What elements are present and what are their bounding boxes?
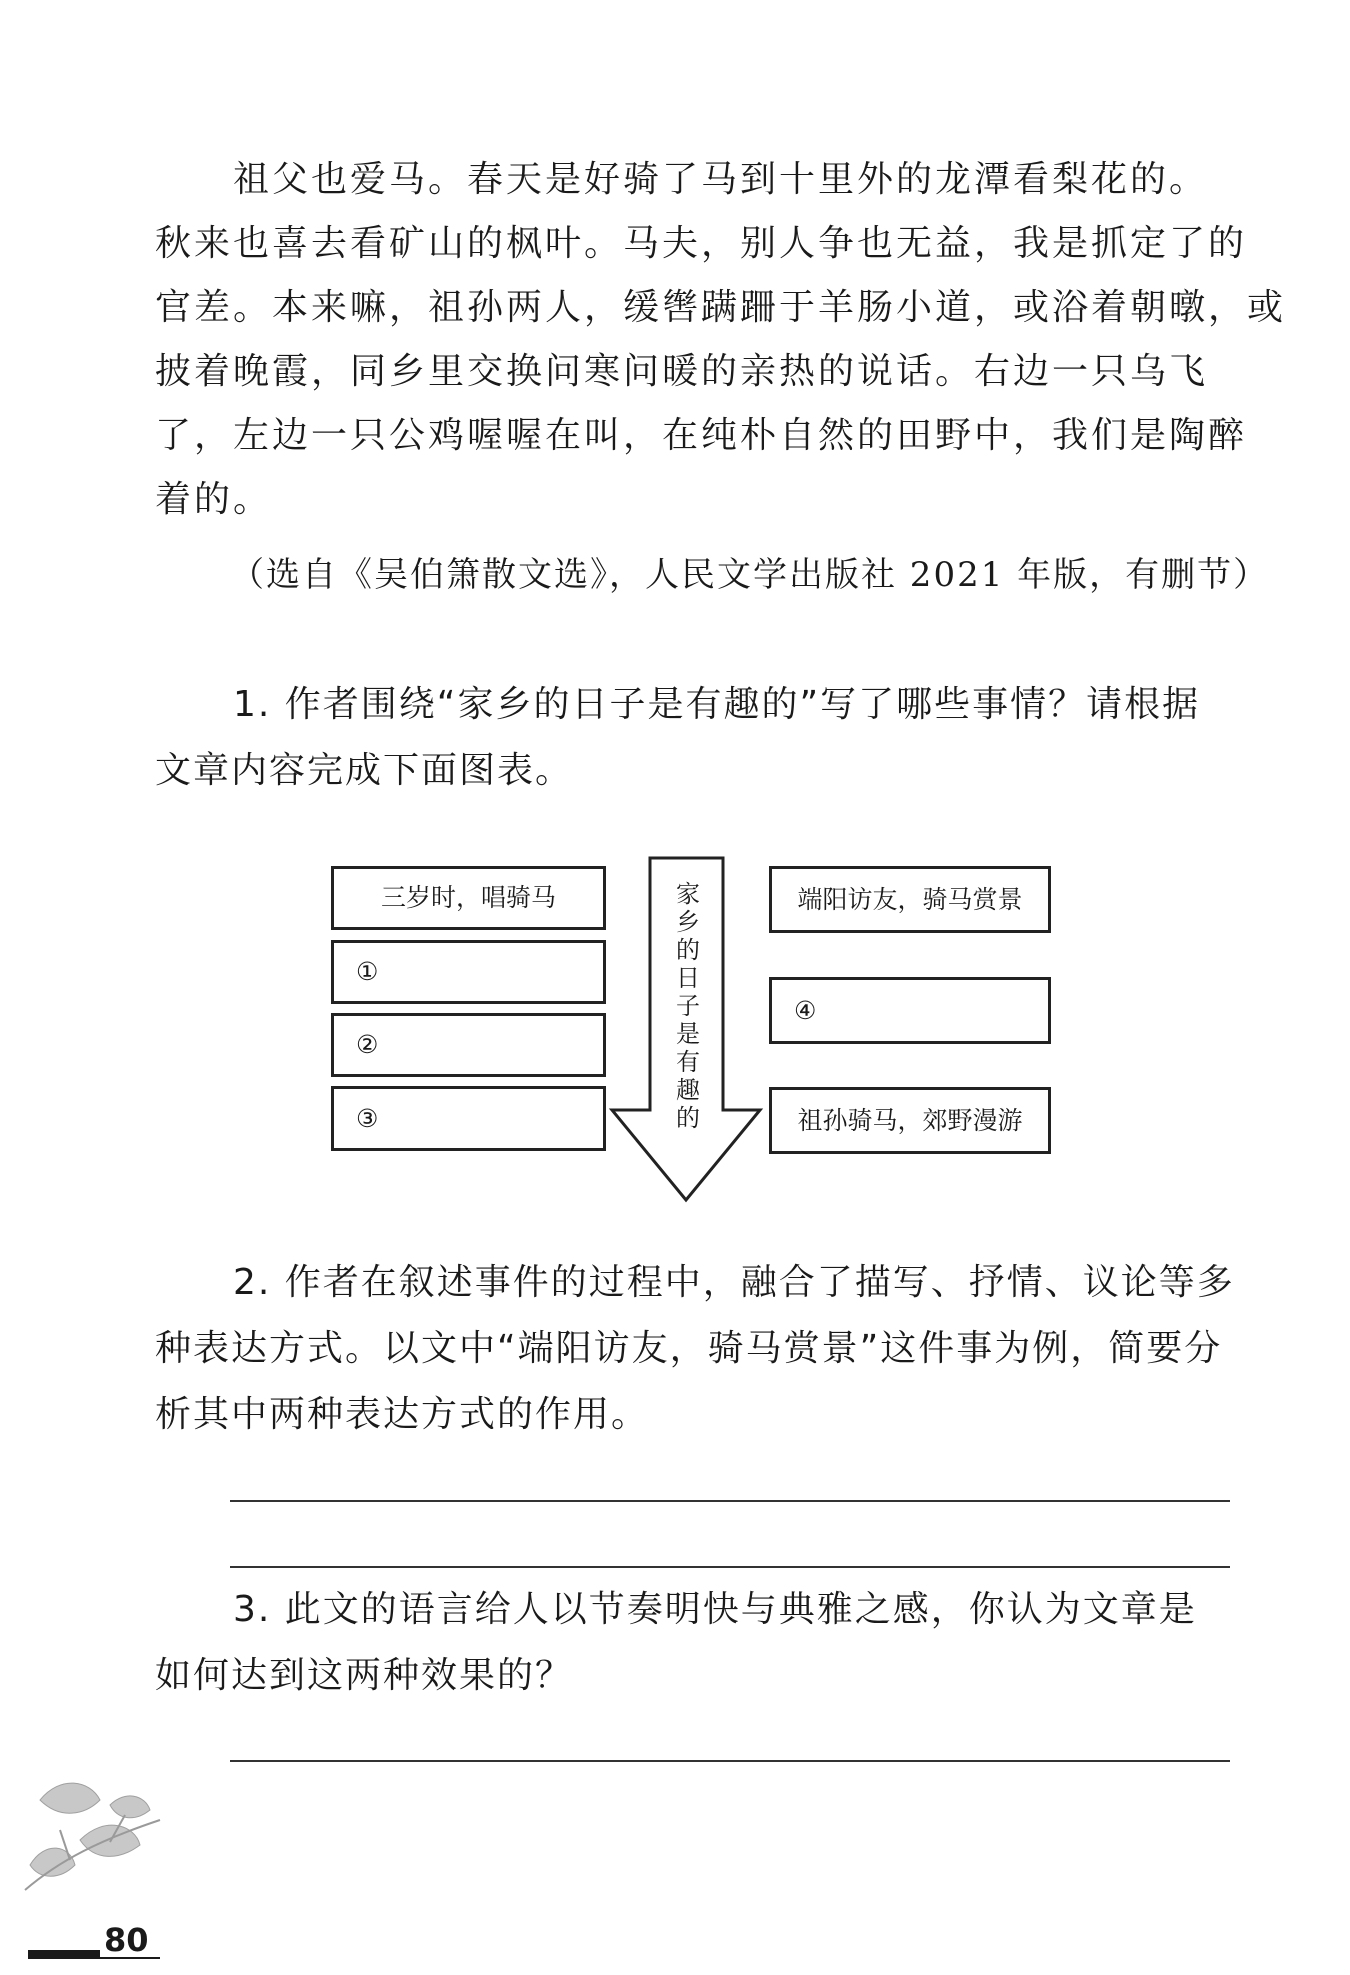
passage-line: 着的。 xyxy=(155,479,273,520)
left-box-blank-2[interactable]: ② xyxy=(331,1013,606,1077)
leaf-decoration-icon xyxy=(20,1770,170,1910)
passage-line: 披着晚霞，同乡里交换问寒问暖的亲热的说话。右边一只乌飞 xyxy=(155,351,1209,392)
answer-line-q2-2[interactable] xyxy=(230,1566,1230,1568)
passage-line: 官差。本来嘛，祖孙两人，缓辔蹒跚于羊肠小道，或浴着朝暾，或 xyxy=(155,287,1287,328)
right-box-3: 祖孙骑马，郊野漫游 xyxy=(769,1087,1051,1154)
question-2-line: 种表达方式。以文中“端阳访友，骑马赏景”这件事为例，简要分 xyxy=(155,1328,1223,1369)
question-2-line: 2. 作者在叙述事件的过程中，融合了描写、抒情、议论等多 xyxy=(233,1262,1235,1303)
question-2-line: 析其中两种表达方式的作用。 xyxy=(155,1394,650,1435)
right-box-1: 端阳访友，骑马赏景 xyxy=(769,866,1051,933)
answer-line-q3-1[interactable] xyxy=(230,1760,1230,1762)
left-box-1: 三岁时，唱骑马 xyxy=(331,866,606,930)
passage-line: 祖父也爱马。春天是好骑了马到十里外的龙潭看梨花的。 xyxy=(233,159,1209,200)
question-1-line: 1. 作者围绕“家乡的日子是有趣的”写了哪些事情？请根据 xyxy=(233,684,1201,725)
question-3-line: 如何达到这两种效果的？ xyxy=(155,1655,574,1696)
left-box-blank-3[interactable]: ③ xyxy=(331,1086,606,1151)
page-number: 80 xyxy=(104,1921,149,1959)
page-number-bar xyxy=(28,1950,100,1959)
answer-line-q2-1[interactable] xyxy=(230,1500,1230,1502)
question-1-line: 文章内容完成下面图表。 xyxy=(155,750,574,791)
passage-line: 了，左边一只公鸡喔喔在叫，在纯朴自然的田野中，我们是陶醉 xyxy=(155,415,1248,456)
passage-line: 秋来也喜去看矿山的枫叶。马夫，别人争也无益，我是抓定了的 xyxy=(155,223,1248,264)
left-box-blank-1[interactable]: ① xyxy=(331,940,606,1004)
question-3-line: 3. 此文的语言给人以节奏明快与典雅之感，你认为文章是 xyxy=(233,1589,1197,1630)
source-citation: （选自《吴伯箫散文选》，人民文学出版社 2021 年版，有删节） xyxy=(230,555,1270,595)
question-3 xyxy=(155,1577,1235,1709)
question-2 xyxy=(155,1250,1235,1448)
right-box-blank-4[interactable]: ④ xyxy=(769,977,1051,1044)
arrow-label: 家乡的日子是有趣的 xyxy=(676,880,700,1132)
